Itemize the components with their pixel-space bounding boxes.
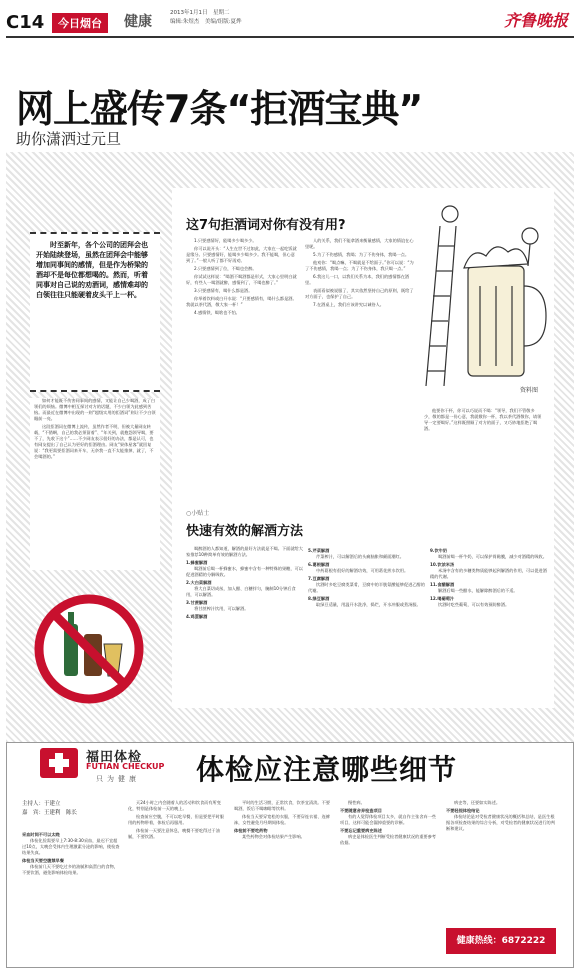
paper-logo: 齐鲁晚报 [503,11,568,30]
header-meta [170,9,242,27]
paragraph: 他劝你：“喝点嘛，不喝就是不给面子。”你可以说：“为了不伤感情，我喝一点；为了不伤身体，我只喝一点。” [305,260,414,271]
subhead: 8.绿豆解酒 [308,596,330,601]
headline [16,78,422,133]
paragraph: 饮酒时吃些葡萄，可以有效预防醉酒。 [438,602,510,607]
ad-brand-en: FUTIAN CHECKUP [86,762,165,771]
paragraph: 体检前一天要注意休息，晚餐不要吃得过于油腻，不要饮酒。 [128,828,220,839]
article-column-2 [305,238,417,506]
host-line: 主持人：于建立 [22,801,61,807]
paragraph: 喝醉酒的人都知道，解酒的最好方法就是不喝。下面就给大家推荐10种简单有效的解酒方法。 [186,546,303,557]
paragraph: 解酒后喝一些醋水，能解除醉酒后的不适。 [438,588,518,593]
subhead: 采血时间不可以太晚 [22,832,60,837]
headline-main: 网上盛传7条 [16,87,227,131]
paragraph: 慢性病。 [348,800,365,805]
paragraph: 4.感情铁，喝啥也不怕。 [194,310,240,315]
subhead: 11.食醋解酒 [430,582,455,587]
paragraph: 表面看似被说服了，其实依然坚持自己的原则，既给了对方面子，也保护了自己。 [305,288,414,299]
paragraph: 芹菜榨汁，可以解酒后的头痛脑胀和颜面潮红。 [316,554,404,559]
paragraph: 这段拒酒词在微博上流传，虽然作者不明，但被大量网友转载，“不错啊，自己的我必须留着”、“年关到，就抱怨领导喝，要不了，先收下这个”……不少网友表示很好的办法，都是认可，也有网友提出了自己认为更好的拒酒理由。网友“果体星客”就回复说：“我更需要拒酒词来开车，无奈我一直不太能推掉，就了，不会喝酒的。” [34,424,154,459]
paragraph: 病史是体检医生判断受检者健康状况的重要参考依据。 [340,834,436,845]
tips-column-1 [186,546,304,716]
paragraph: 将甘蔗榨汁饮用，可以解酒。 [194,606,249,611]
subhead: 2.大白菜解酒 [186,580,212,585]
health-column-3 [234,800,334,958]
subhead: 不要随意舍弃检查项目 [340,808,382,813]
paragraph: 喝酒前喝一杯牛奶，可以保护胃黏膜，减少对酒精的吸收。 [438,554,547,559]
subhead: 体检前不要吃药物 [234,828,268,833]
header-date: 2013年1月1日 星期二 [170,10,230,16]
subhead: 体检当天要空腹禁早餐 [22,858,64,863]
guest-line: 嘉 宾：王建利 陈长 [22,810,78,816]
subhead: 10.饮浓米汤 [430,562,455,567]
ad-slogan: 只为健康 [96,775,140,783]
section-tab: 今日烟台 [52,13,108,33]
paragraph: 你可以说开头：“人生在世不过如此，大家在一起吃饭就是缘分。只要感情好，能喝多少喝多少。我不能喝，但心意到了。”一般人听了都不好再劝。 [186,246,297,263]
tips-column-3 [430,546,548,716]
no-drinking-icon [34,594,144,704]
paragraph: 人的关系，我们不能拿酒来衡量感情，大家的情谊在心里呢。 [305,238,414,249]
paragraph: 取绿豆适量，用温开水洗净，捣烂，开水冲服或煮汤服。 [316,602,421,607]
paragraph: 你试试这样说：“喝酒不喝酒都是形式，大家心里明白就好，有些人一喝酒就醉，感情到了，不喝也醉了。” [186,274,297,285]
host-credits [22,800,112,818]
paragraph: 平时的生活习惯，正常饮食，饮茶宜清淡。不要喝酒，饭后不喝咖啡等饮料。 [234,800,330,811]
tips-title: 快速有效的解酒方法 [186,524,304,539]
paragraph: 2.只要感情到了位，不喝也会醉。 [194,266,257,271]
paragraph: 喝酒前后喝一杯蜂蜜水，蜂蜜中含有一种特殊的果糖，可以促进酒精的分解吸收。 [186,566,303,577]
paragraph: 3.只要感情有，喝什么都是酒。 [194,288,253,293]
subhead: 5.芹菜解酒 [308,548,330,553]
health-column-5 [446,800,556,926]
paragraph: 有的人觉得体检项目太多，就自作主张舍弃一些项目，这样可能会漏掉重要的诊断。 [340,814,436,825]
subhead: 9.饮牛奶 [430,548,448,553]
paragraph: 某些药物会对体检结果产生影响。 [242,834,305,839]
paragraph: 检查前应空腹，不可以吃早餐，但是要把平时服用的药物带着，体检后再服用。 [128,814,224,825]
health-column-4 [340,800,440,958]
paragraph: 5.为了不伤感情，我喝；为了不伤身体，我喝一点。 [313,252,410,257]
health-hotline: 健康热线：6872222 [446,928,556,954]
headline-subtitle: 助你潇洒过元旦 [16,130,122,148]
headline-quoted: “拒酒宝典” [226,87,423,131]
cartoon-caption: 资料图 [520,387,539,394]
paragraph: 1.只要感情好，能喝多少喝多少。 [194,238,257,243]
paragraph: 体检化验需要早上7:30-8:30采血，最迟不宜超过10点，太晚会受体内生理激素分泌的影响，使检查结果失真。 [22,838,120,855]
article-title: 这7句拒酒词对你有没有用? [186,218,346,233]
subhead: 12.喝葡萄汁 [430,596,455,601]
subhead: 6.葛根解酒 [308,562,330,567]
tips-kicker: ○小贴士 [186,510,210,517]
paragraph: 中药葛根有很好的解酒功效，可用葛花煎水饮用。 [316,568,409,573]
subhead: 7.豆腐解酒 [308,576,330,581]
article-column-1 [186,238,298,506]
health-title: 体检应注意哪些细节 [196,753,458,786]
header-divider [6,36,574,38]
futian-logo-icon [40,748,78,778]
paragraph: 你举着饮料或白开水说：“只要感情有，喝什么都是酒。我就以茶代酒，敬大家一杯！” [186,296,297,307]
paragraph: 病史等，还要如实陈述。 [454,800,501,805]
subhead: 不要轻视体检结论 [446,808,480,813]
paragraph: 米汤中含有的多糖类物质能够起到解酒的作用，可以促进酒精的代谢。 [430,568,547,579]
lead-box [30,232,160,392]
paragraph: 7.在酒桌上，我们应该讲究以诚待人。 [313,302,384,307]
subhead: 1.蜂蜜解酒 [186,560,208,565]
subhead: 4.鸡蛋解酒 [186,614,208,619]
paragraph: 体检前几天不要吃过多的油腻和高蛋白的食物，不要饮酒，避免影响体检结果。 [22,864,118,875]
page-code: C14 [6,12,45,33]
section-name: 健康 [124,14,152,30]
tips-column-2 [308,546,426,716]
health-column-1 [22,830,120,958]
paragraph: 饮酒时多吃豆腐类菜肴，豆腐中的半胱氨酸能够促进乙醇的代谢。 [308,582,425,593]
paragraph: 体检结论是对受检者健康状况的概括和总结，是医生根据各项检查结果的综合分析，对受检者的健康状况进行的判断和建议。 [446,814,555,831]
left-body [30,398,160,570]
paragraph: 将大白菜切成丝，加入醋、白糖拌匀，腌制10分钟后食用，可以解酒。 [186,586,296,597]
paragraph: 天24小时之内会随着人的活动和饮食而有所变化，特别是体检前一天的晚上。 [128,800,221,811]
beer-ladder-cartoon [420,196,550,396]
subhead: 3.甘蔗解酒 [186,600,208,605]
paragraph: 6.我这儿一口，以我们关系为本，我们的感情都在酒里。 [305,274,410,285]
health-column-2 [128,800,228,958]
paragraph: 如何才能既不伤害同事间的感情，又能让自己少喝酒，成了白领们的烦恼。微博中相互探讨对方的话题，不少白领为此感到苦恼。而最近在微博中出现的一则“超级实用的拒酒词”则让不少白领眼前一亮。 [34,398,156,421]
paragraph: 体检当天要穿宽松的衣服，不要穿连衣裙、连裤袜，女性避免月经期间体检。 [234,814,330,825]
header-editor: 编辑:朱煜杰 美编/组版:夏烨 [170,19,242,25]
ad-brand: 福田体检 [86,750,143,765]
article-column-3 [424,408,542,508]
subhead: 不要忘记重要病史陈述 [340,828,382,833]
lead-text: 时至新年，各个公司的团拜会也开始陆续登场，虽然在团拜会中能够增加同事间的感情，但是作为桥梁的酒却不是每位都想喝的。然而，听着同事对自己说的劝酒词，感情难却的白领往往只能硬着皮头干上一杯。 [36,241,148,299]
paragraph: 他要你干杯，你可以巧说而不喝：“领导，我们不管敬多少，敬的都是一份心意，我就敬你一杯，我以茶代酒敬你，请领导一定要喝好。”这样既照顾了对方的面子，又巧妙地拒绝了喝酒。 [424,408,542,431]
